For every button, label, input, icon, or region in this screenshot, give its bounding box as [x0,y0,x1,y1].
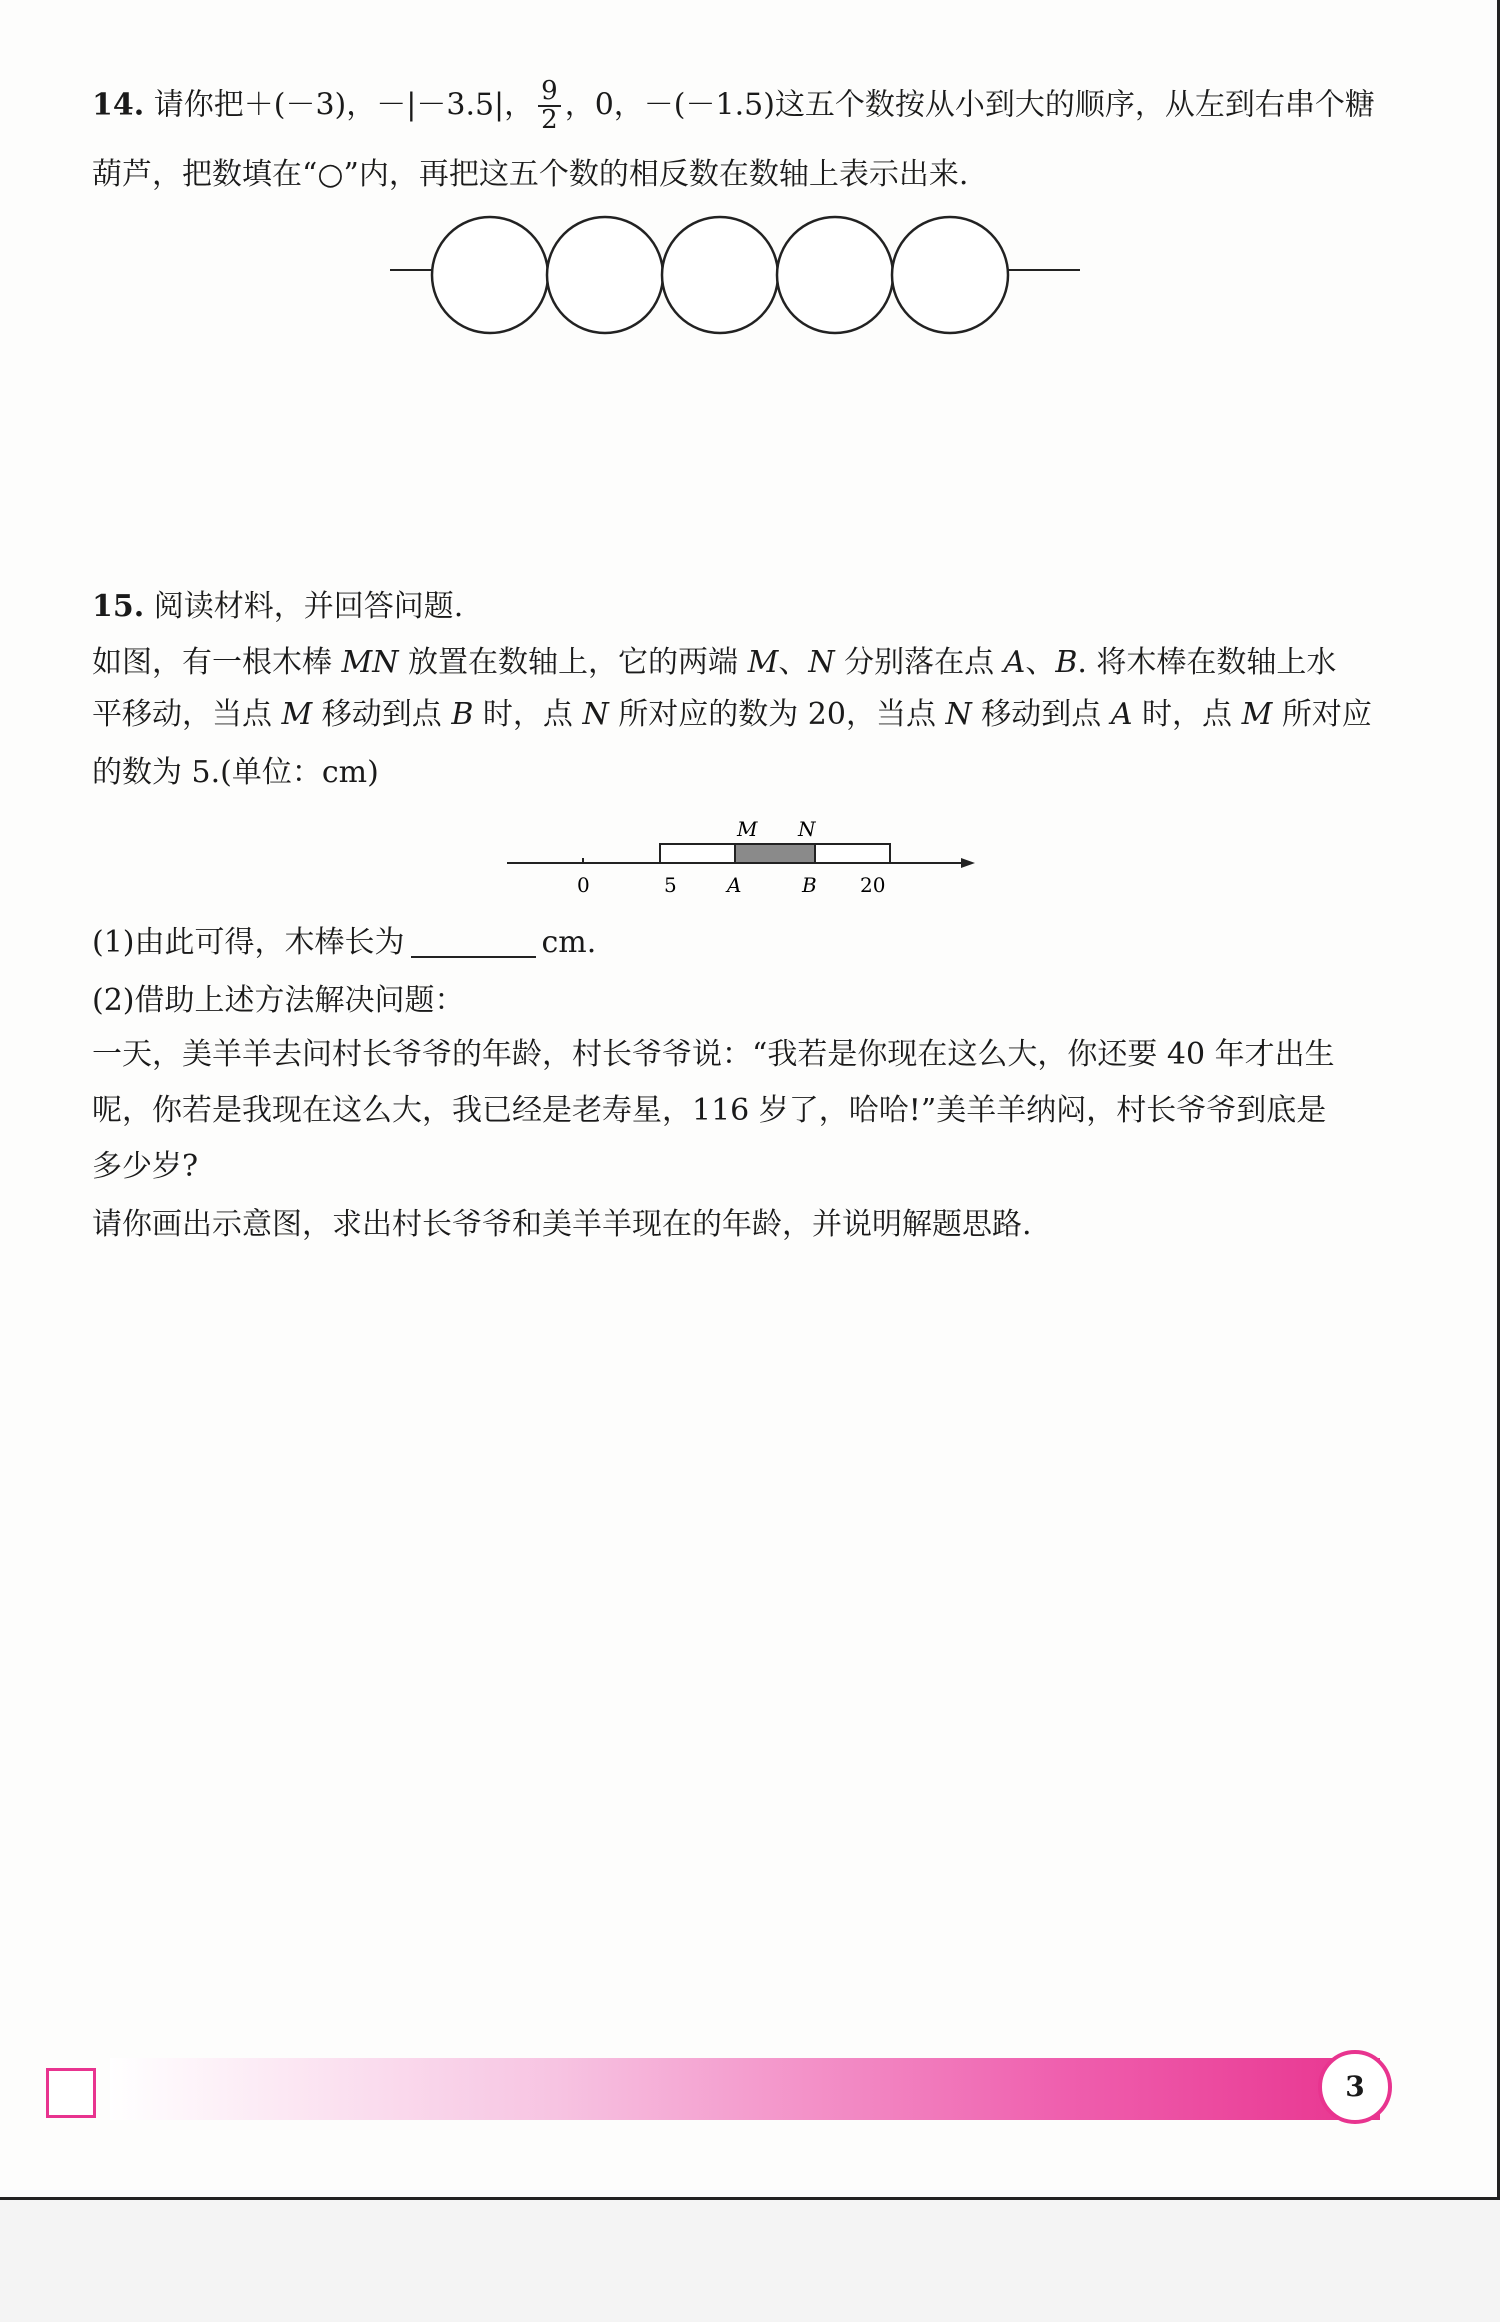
q15-title-line [92,589,464,624]
candied-haws-diagram [380,210,1100,340]
tick-label-b: B [802,873,817,897]
stick-mn [735,844,815,863]
q15-part1-line [92,925,597,960]
stick-left-position [660,844,735,863]
q14-fraction: $\frac{9}{2}$ [538,78,561,135]
q14-text-b: ，0，－(－1.5)这五个数按从小到大的顺序，从左到右串个糖 [564,87,1375,123]
tick-label-0: 0 [577,873,590,897]
haw-circle-5 [892,217,1008,333]
q14-line2: 葫芦，把数填在“○”内，再把这五个数的相反数在数轴上表示出来. [92,157,969,192]
q15-part1-text: (1)由此可得，木棒长为 [92,925,405,960]
q14-line1 [92,78,1375,135]
axis-arrow [961,858,975,868]
label-m: M [737,817,758,841]
number-line-diagram [505,808,985,898]
q15-part2-line: (2)借助上述方法解决问题： [92,983,465,1018]
haw-circle-4 [777,217,893,333]
q15-paragraph-line2: 平移动，当点 M 移动到点 B 时，点 N 所对应的数为 20，当点 N 移动到点 A 时，点 M 所对应 [92,697,1372,732]
tick-label-5: 5 [664,873,677,897]
q15-number: 15. [92,589,145,624]
q14-text-a: 请你把＋(－3)，－|－3.5|， [153,87,535,123]
label-n: N [798,817,816,841]
q14-number: 14. [92,87,145,123]
page-number: 3 [1318,2050,1392,2124]
q15-title: 阅读材料，并回答问题. [153,589,464,624]
haw-circle-1 [432,217,548,333]
footer-checkbox-square [46,2068,96,2118]
answer-blank[interactable] [411,930,536,958]
q15-part1-unit: cm. [541,925,597,960]
q15-story-line1: 一天，美羊羊去问村长爷爷的年龄，村长爷爷说：“我若是你现在这么大，你还要 40 年才出生 [92,1037,1335,1072]
q15-paragraph-line3: 的数为 5.(单位：cm) [92,755,379,790]
footer-gradient-bar [110,2058,1380,2120]
haw-circle-2 [547,217,663,333]
q15-story-line4: 请你画出示意图，求出村长爷爷和美羊羊现在的年龄，并说明解题思路. [92,1207,1032,1242]
q15-story-line2: 呢，你若是我现在这么大，我已经是老寿星，116 岁了，哈哈!”美羊羊纳闷，村长爷爷到底是 [92,1093,1327,1128]
q15-paragraph-line1: 如图，有一根木棒 MN 放置在数轴上，它的两端 M、N 分别落在点 A、B. 将木棒在数轴上水 [92,645,1337,680]
tick-label-20: 20 [860,873,886,897]
stick-right-position [815,844,890,863]
q15-story-line3: 多少岁? [92,1149,199,1184]
haw-circle-3 [662,217,778,333]
tick-label-a: A [727,873,742,897]
